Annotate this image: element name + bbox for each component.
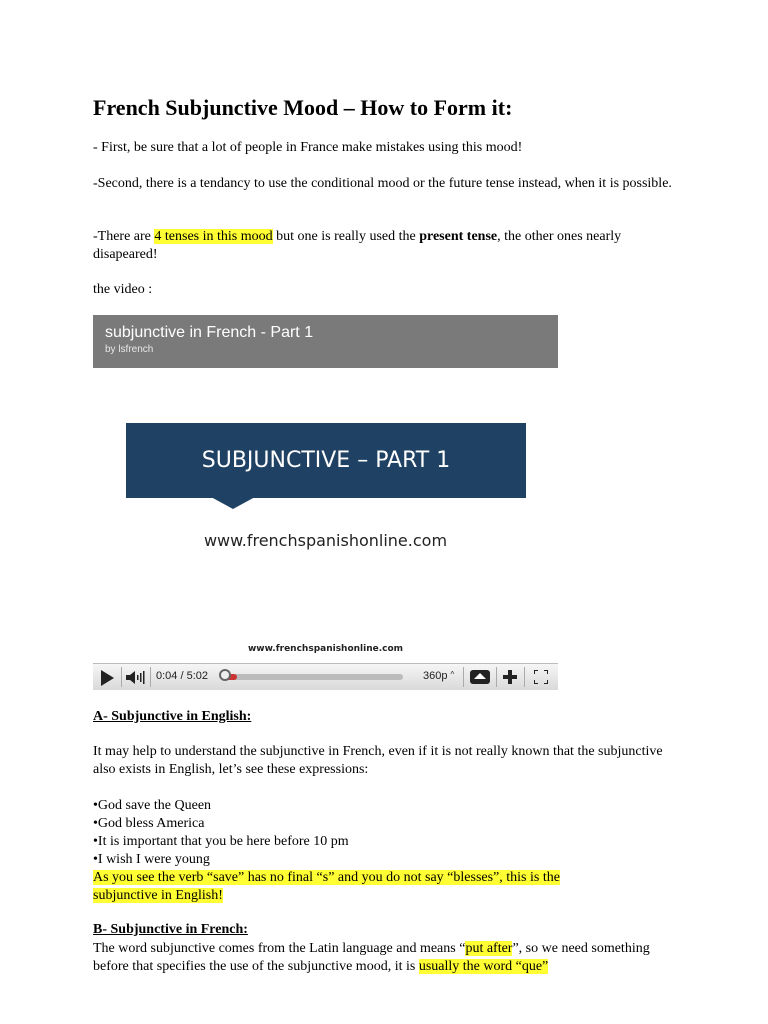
video-label: the video : <box>93 282 153 297</box>
list-item: •God bless America <box>93 816 205 831</box>
quality-selector[interactable] <box>423 670 454 682</box>
video-url: www.frenchspanishonline.com <box>203 531 448 550</box>
progress-bar[interactable] <box>223 674 403 680</box>
video-banner <box>126 423 526 498</box>
section-b-heading: B- Subjunctive in French: <box>93 922 248 937</box>
video-title-bar <box>93 315 558 368</box>
paragraph-second: -Second, there is a tendancy to use the conditional mood or the future tense instead, when it is possible. <box>93 176 672 191</box>
section-b-text <box>93 940 673 976</box>
highlight-word-que: usually the word “que” <box>418 959 549 974</box>
paragraph-first: - First, be sure that a lot of people in France make mistakes using this mood! <box>93 140 523 155</box>
divider <box>463 667 464 687</box>
paragraph-tenses-pre: -There are <box>93 229 155 244</box>
page-title: French Subjunctive Mood – How to Form it: <box>93 95 513 120</box>
play-icon[interactable] <box>101 670 114 686</box>
highlight-4-tenses: 4 tenses in this mood <box>154 229 273 244</box>
highlight-put-after: put after <box>465 941 513 956</box>
volume-icon[interactable] <box>126 671 146 684</box>
divider <box>150 667 151 687</box>
fullscreen-icon[interactable] <box>534 670 548 684</box>
video-time: 0:04 / 5:02 <box>156 670 208 682</box>
section-b-text-pre: The word subjunctive comes from the Latin language and means “ <box>93 941 466 956</box>
video-title[interactable]: subjunctive in French - Part 1 <box>105 324 314 341</box>
list-item: •I wish I were young <box>93 852 210 867</box>
paragraph-tenses <box>93 228 653 264</box>
video-url-small: www.frenchspanishonline.com <box>247 644 404 654</box>
progress-handle[interactable] <box>219 669 231 681</box>
paragraph-tenses-mid: but one is really used the <box>272 229 420 244</box>
section-a-intro: It may help to understand the subjunctive in French, even if it is not really known that the subjunctive also exists in English, let’s see these expressions: <box>93 744 663 777</box>
video-controls <box>93 663 558 690</box>
paragraph-tenses-post: , the other ones nearly disapeared! <box>93 229 622 262</box>
example-list <box>93 797 693 905</box>
divider <box>121 667 122 687</box>
section-b-text-mid: ”, so we need something before that specifies the use of the subjunctive mood, it is <box>93 941 650 974</box>
video-byline[interactable]: by lsfrench <box>105 344 154 355</box>
section-a-heading: A- Subjunctive in English: <box>93 709 252 724</box>
list-item: •It is important that you be here before 10 pm <box>93 834 349 849</box>
video-banner-notch <box>211 497 255 509</box>
list-item: •God save the Queen <box>93 798 212 813</box>
divider <box>496 667 497 687</box>
video-banner-text: SUBJUNCTIVE – PART 1 <box>201 448 451 473</box>
quality-label: 360p <box>423 670 448 682</box>
divider <box>524 667 525 687</box>
eject-icon[interactable] <box>470 670 490 684</box>
note-highlight-container <box>93 869 623 905</box>
plus-icon[interactable] <box>503 670 517 684</box>
bold-present-tense: present tense <box>419 229 498 244</box>
chevron-up-icon: ^ <box>450 670 455 679</box>
note-highlight: As you see the verb “save” has no final “s” and you do not say “blesses”, this is the subjunctive in English! <box>93 870 560 903</box>
video-player[interactable] <box>93 315 558 690</box>
